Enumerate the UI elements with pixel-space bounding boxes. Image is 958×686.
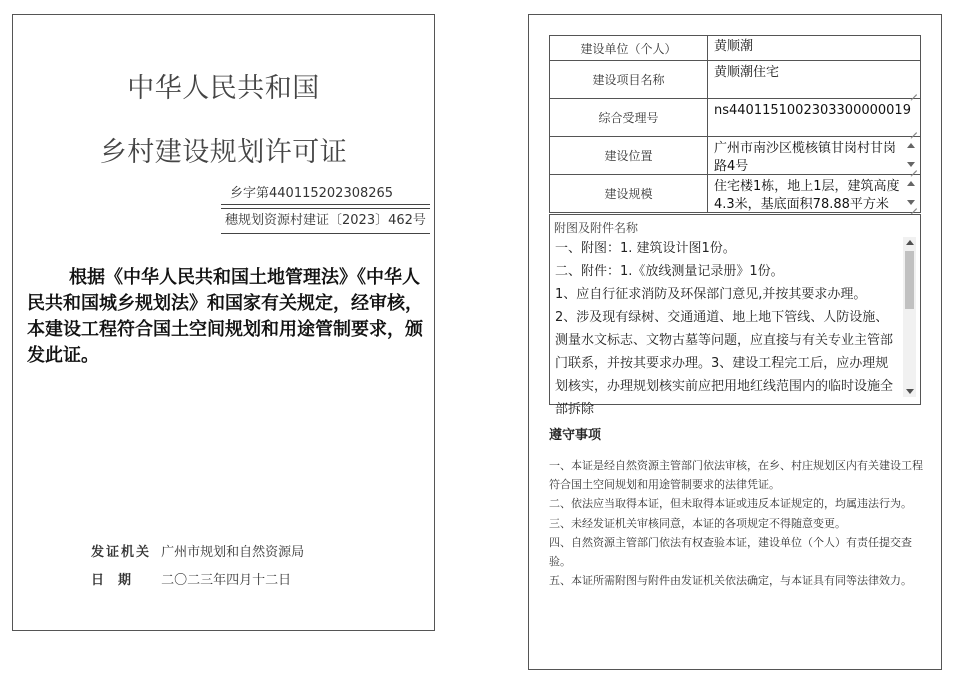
notice-list [549,456,924,590]
document-reference: 穗规划资源村建证〔2023〕462号 [221,208,430,234]
date-label: 日期 [91,573,146,588]
attachment-line: 1、应自行征求消防及环保部门意见,并按其要求办理。 [555,287,867,302]
resize-handle-icon[interactable] [909,163,917,171]
project-name-value: 黄顺潮住宅 [714,65,780,80]
location-label: 建设位置 [550,137,708,175]
acceptance-number-label: 综合受理号 [550,99,708,137]
details-table [549,35,921,213]
attachments-scrollbar[interactable] [903,237,916,397]
attachment-line: 一、附图：1. 建筑设计图1份。 [555,241,736,256]
builder-value: 黄顺潮 [714,39,754,54]
table-row [550,99,921,137]
notice-item: 五、本证所需附图与附件由发证机关依法确定，与本证具有同等法律效力。 [549,574,912,588]
project-name-label: 建设项目名称 [550,61,708,99]
table-row [550,137,921,175]
scrollbar-thumb[interactable] [905,251,914,309]
table-row [550,175,921,213]
certificate-details [528,14,942,670]
issuer-label: 发证机关 [91,545,152,560]
acceptance-number-field[interactable] [708,99,921,137]
resize-handle-icon[interactable] [909,201,917,209]
country-title: 中华人民共和国 [127,73,320,104]
scale-field[interactable] [708,175,921,213]
notice-item: 二、依法应当取得本证，但未取得本证或违反本证规定的，均属违法行为。 [549,497,912,511]
location-value: 广州市南沙区榄核镇甘岗村甘岗路4号 [714,141,897,174]
legal-basis-text: 根据《中华人民共和国土地管理法》《中华人民共和国城乡规划法》和国家有关规定，经审核，本建设工程符合国土空间规划和用途管制要求，颁发此证。 [27,267,423,366]
attachments-box [549,214,921,417]
location-field[interactable] [708,137,921,175]
scroll-up-icon[interactable] [907,181,915,186]
certificate-front [12,14,435,631]
resize-handle-icon[interactable] [909,125,917,133]
issuer-row [91,541,304,560]
table-row [550,61,921,99]
scale-label: 建设规模 [550,175,708,213]
builder-label: 建设单位（个人） [550,36,708,61]
scroll-up-icon[interactable] [907,143,915,148]
builder-field[interactable] [708,36,921,61]
notice-item: 四、自然资源主管部门依法有权查验本证，建设单位（个人）有责任提交查验。 [549,535,912,569]
acceptance-number-value: ns4401151002303300000019 [714,103,911,118]
notice-title: 遵守事项 [549,428,602,443]
notice-item: 三、未经发证机关审核同意，本证的各项规定不得随意变更。 [549,516,846,530]
attachment-line: 2、涉及现有绿树、交通通道、地上地下管线、人防设施、测量水文标志、文物古墓等问题，应直接与有关专业主管部门联系，并按其要求办理。3、建设工程完工后，应办理规划核实，办理规划核实前应把用地红线范围内的临时设施全部拆除 [555,310,894,417]
project-name-field[interactable] [708,61,921,99]
date-value: 二〇二三年四月十二日 [161,573,292,588]
issuer-value: 广州市规划和自然资源局 [161,545,305,560]
attachments-label: 附图及附件名称 [554,221,639,235]
date-row [91,569,291,588]
scale-value: 住宅楼1栋，地上1层，建筑高度4.3米，基底面积78.88平方米 [714,179,900,212]
table-row [550,36,921,61]
scroll-up-icon[interactable] [906,240,914,245]
attachments-textarea[interactable] [555,237,900,417]
resize-handle-icon[interactable] [909,87,917,95]
certificate-number: 乡字第440115202308265 [221,183,430,205]
attachment-line: 二、附件：1.《放线测量记录册》1份。 [555,264,784,279]
scroll-down-icon[interactable] [906,389,914,394]
certificate-title: 乡村建设规划许可证 [99,137,348,168]
notice-item: 一、本证是经自然资源主管部门依法审核，在乡、村庄规划区内有关建设工程符合国土空间规划和用途管制要求的法律凭证。 [549,459,923,492]
